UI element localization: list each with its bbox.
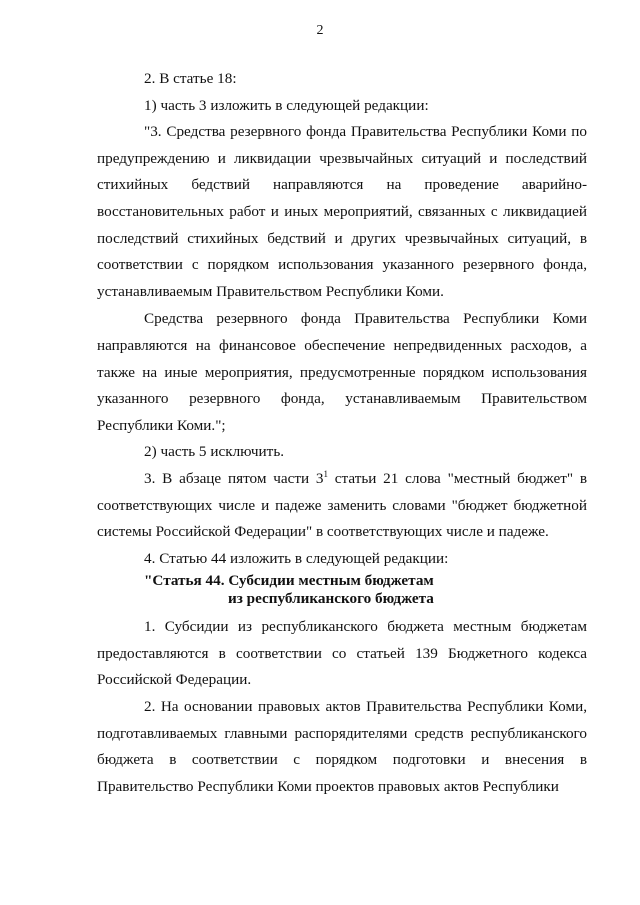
paragraph-part-5: 2) часть 5 исключить. [144, 443, 285, 461]
paragraph-reserve-fund: Средства резервного фонда Правительства Республики Коми направляются на финансовое обеспечение непредвиденных расходов, а также на иные мероприятия, предусмотренные порядком использования указанного резервного фонда, устанавливаемым Правительством Республики Коми."; [97, 310, 587, 434]
paragraph-subsidies-1: 1. Субсидии из республиканского бюджета местным бюджетам предоставляются в соответствии со статьей 139 Бюджетного кодекса Российской Федерации. [97, 618, 587, 689]
document-body [97, 66, 587, 800]
paragraph-article-21-rest: статьи 21 слова "местный бюджет" в соответствующих числе и падеже заменить словами "бюджет бюджетной системы Российской Федерации" в соответствующих числе и падеже. [97, 469, 587, 541]
paragraph-article-21 [97, 466, 587, 546]
paragraph-article-44-intro: 4. Статью 44 изложить в следующей редакции: [144, 549, 449, 567]
paragraph-subsidies-2: 2. На основании правовых актов Правительства Республики Коми, подготавливаемых главными распорядителями средств республиканского бюджета в соответствии с порядком подготовки и внесения в Правительство Республики Коми проектов правовых актов Республики [97, 698, 587, 795]
paragraph-part-3-intro: 1) часть 3 изложить в следующей редакции: [144, 96, 429, 114]
page-number: 2 [316, 23, 324, 38]
paragraph-part-3-text: "3. Средства резервного фонда Правительства Республики Коми по предупреждению и ликвидации чрезвычайных ситуаций и последствий стихийных бедствий направляются на проведение аварийно-восстановительных работ и иных мероприятий, связанных с ликвидацией последствий стихийных бедствий и других чрезвычайных ситуаций, в соответствии с порядком использования указанного резервного фонда, устанавливаемым Правительством Республики Коми. [97, 123, 587, 300]
heading-line-2: из республиканского бюджета [228, 590, 434, 608]
article-44-heading [97, 572, 587, 608]
superscript: 1 [323, 468, 328, 479]
heading-line-1: "Статья 44. Субсидии местным бюджетам [144, 572, 434, 590]
paragraph-article-18: 2. В статье 18: [144, 70, 237, 87]
paragraph-article-21-start: 3. В абзаце пятом части 3 [144, 469, 324, 487]
